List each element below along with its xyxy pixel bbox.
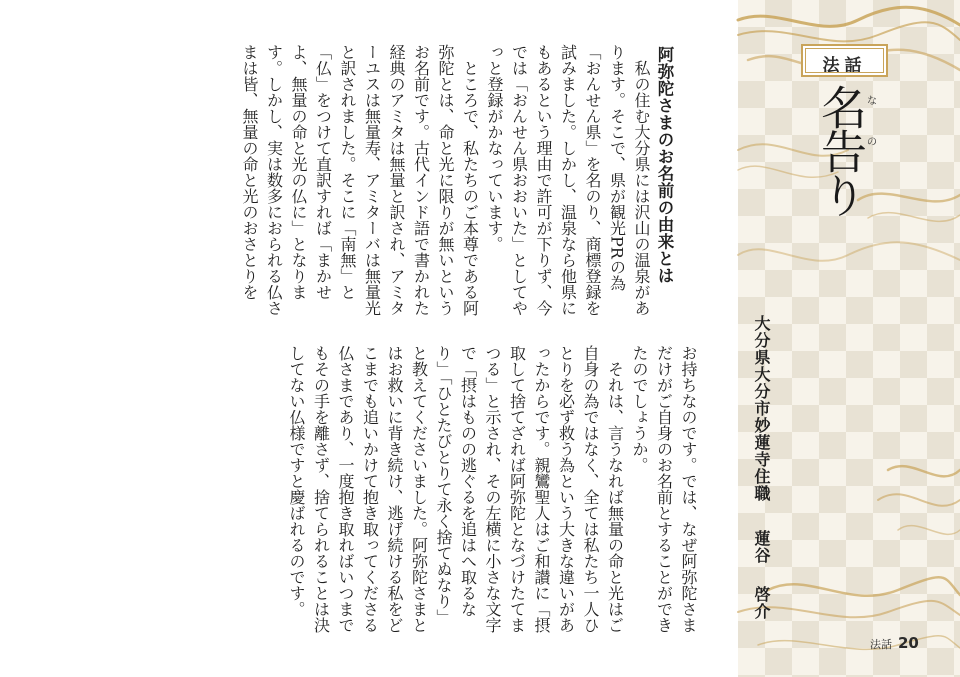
paragraph: 私の住む大分県には沢山の温泉があります。そこで、県が観光PRの為「おんせん県」を名のり、商標登録を試みました。しかし、温泉なら他県にもあるという理由で許可が下りず、今では「おんせん県おおいた」としてやっと登録がかなっています。: [485, 44, 651, 316]
article-upper-block: [240, 44, 653, 322]
paragraph: それは、言うなれば無量の命と光はご自身の為ではなく、全ては私たち一人ひとりを必ず救う為という大きな違いがあったからです。親鸞聖人はご和讃に「摂取して捨てざれば阿弥陀となづけたてまつる」と示され、その左横に小さな文字で「摂はものの逃ぐるを追はへ取るなり」「ひとたびとりて永く捨てぬなり」と教えてくださいました。阿弥陀さまとはお救いに背き続け、逃げ続ける私をどこまでも追いかけて抱き取ってくださる仏さまであり、一度抱き取ればいつまでもその手を離さず、捨てられることは決してない仏様ですと慶ばれるのです。: [287, 345, 625, 633]
paragraph: ところで、私たちのご本尊である阿弥陀とは、命と光に限りが無いというお名前です。古代インド語で書かれた経典のアミタは無量と訳され、アミターユスは無量寿、アミターバは無量光と訳されました。そこに「南無」と「仏」をつけて直訳すれば「まかせよ、無量の命と光の仏に」となります。しかし、実は数多におられる仏さまは皆、無量の命と光のおさとりを: [240, 44, 480, 316]
author-given-name: 啓介: [752, 586, 771, 620]
author-family-name: 蓮谷: [752, 530, 771, 564]
section-label: 法話: [822, 56, 867, 76]
paragraph: お持ちなのです。では、なぜ阿弥陀さまだけがご自身のお名前とすることができたのでしょうか。: [630, 345, 698, 633]
article-title: 名告り: [814, 84, 868, 216]
page-number: 20: [898, 634, 919, 652]
page-footer: [870, 633, 919, 652]
title-ruby-na: な: [867, 96, 877, 107]
article-heading: 阿弥陀さまのお名前の由来とは: [655, 46, 674, 284]
footer-section-label: 法話: [870, 638, 892, 651]
article-lower-block: [280, 345, 700, 635]
author-name: [750, 530, 773, 620]
title-ruby-no: の: [867, 137, 877, 148]
author-affiliation: 大分県大分市妙蓮寺住職: [752, 315, 771, 502]
section-label-box: [801, 44, 888, 77]
